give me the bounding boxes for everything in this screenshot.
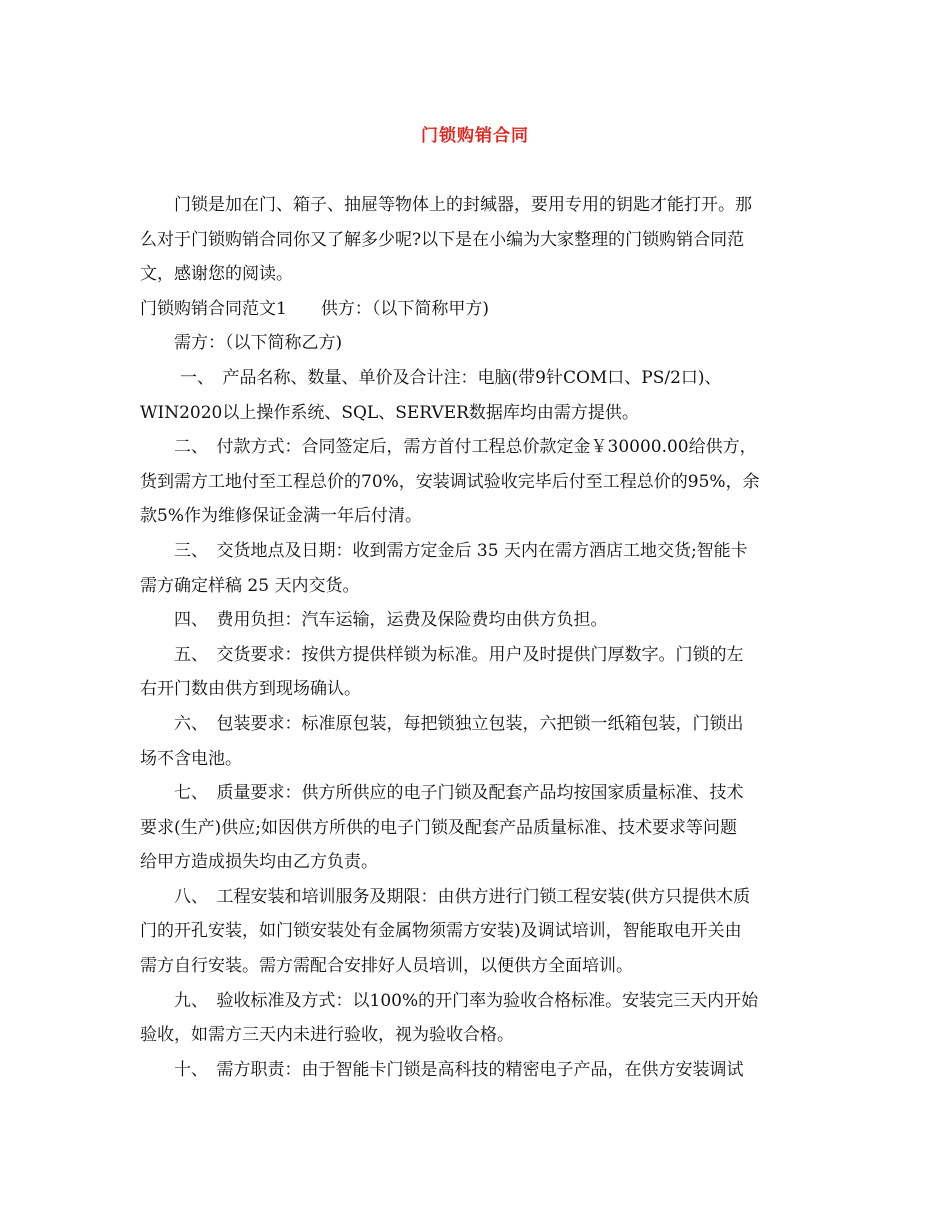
clause-8-line-3: 需方自行安装。需方需配合安排好人员培训，以便供方全面培训。 [140,956,633,977]
clause-8-line-1: 八、 工程安装和培训服务及期限：由供方进行门锁工程安装(供方只提供木质 [174,886,751,907]
document-body [140,188,820,1087]
clause-8-line-2: 门的开孔安装，如门锁安装处有金属物须需方安装)及调试培训，智能取电开关由 [140,921,742,942]
intro-line-3: 文，感谢您的阅读。 [140,264,293,285]
document-title: 门锁购销合同 [421,126,529,146]
clause-6-line-2: 场不含电池。 [140,748,242,769]
intro-line-2: 么对于门锁购销合同你又了解多少呢?以下是在小编为大家整理的门锁购销合同范 [140,229,745,250]
clause-7-line-1: 七、 质量要求：供方所供应的电子门锁及配套产品均按国家质量标准、技术 [174,783,744,804]
clause-2-line-2: 货到需方工地付至工程总价的70%，安装调试验收完毕后付至工程总价的95%，余 [140,471,760,492]
clause-7-line-3: 给甲方造成损失均由乙方负责。 [140,852,378,873]
clause-9-line-2: 验收，如需方三天内未进行验收，视为验收合格。 [140,1025,514,1046]
clause-4-line-1: 四、 费用负担：汽车运输，运费及保险费均由供方负担。 [174,610,608,631]
clause-7-line-2: 要求(生产)供应;如因供方所供的电子门锁及配套产品质量标准、技术要求等问题 [140,817,737,838]
clause-1-line-1: 一、 产品名称、数量、单价及合计注：电脑(带9针COM口、PS/2口)、 [180,367,722,388]
sample-heading-supplier: 门锁购销合同范文1 供方：（以下简称甲方) [140,298,489,319]
clause-10-line-1: 十、 需方职责：由于智能卡门锁是高科技的精密电子产品，在供方安装调试 [174,1059,744,1080]
clause-5-line-2: 右开门数由供方到现场确认。 [140,679,361,700]
clause-3-line-2: 需方确定样稿 25 天内交货。 [140,575,360,596]
clause-5-line-1: 五、 交货要求：按供方提供样锁为标准。用户及时提供门厚数字。门锁的左 [174,644,744,665]
clause-3-line-1: 三、 交货地点及日期：收到需方定金后 35 天内在需方酒店工地交货;智能卡 [174,540,748,561]
clause-2-line-1: 二、 付款方式：合同签定后，需方首付工程总价款定金￥30000.00给供方， [174,437,757,458]
clause-1-line-2: WIN2020以上操作系统、SQL、SERVER数据库均由需方提供。 [140,402,639,423]
clause-2-line-3: 款5%作为维修保证金满一年后付清。 [140,506,422,527]
clause-6-line-1: 六、 包装要求：标准原包装，每把锁独立包装，六把锁一纸箱包装，门锁出 [174,713,744,734]
buyer-line: 需方：（以下简称乙方) [174,333,343,354]
intro-line-1: 门锁是加在门、箱子、抽屉等物体上的封缄器，要用专用的钥匙才能打开。那 [174,195,752,215]
clause-9-line-1: 九、 验收标准及方式：以100%的开门率为验收合格标准。安装完三天内开始 [174,990,759,1011]
